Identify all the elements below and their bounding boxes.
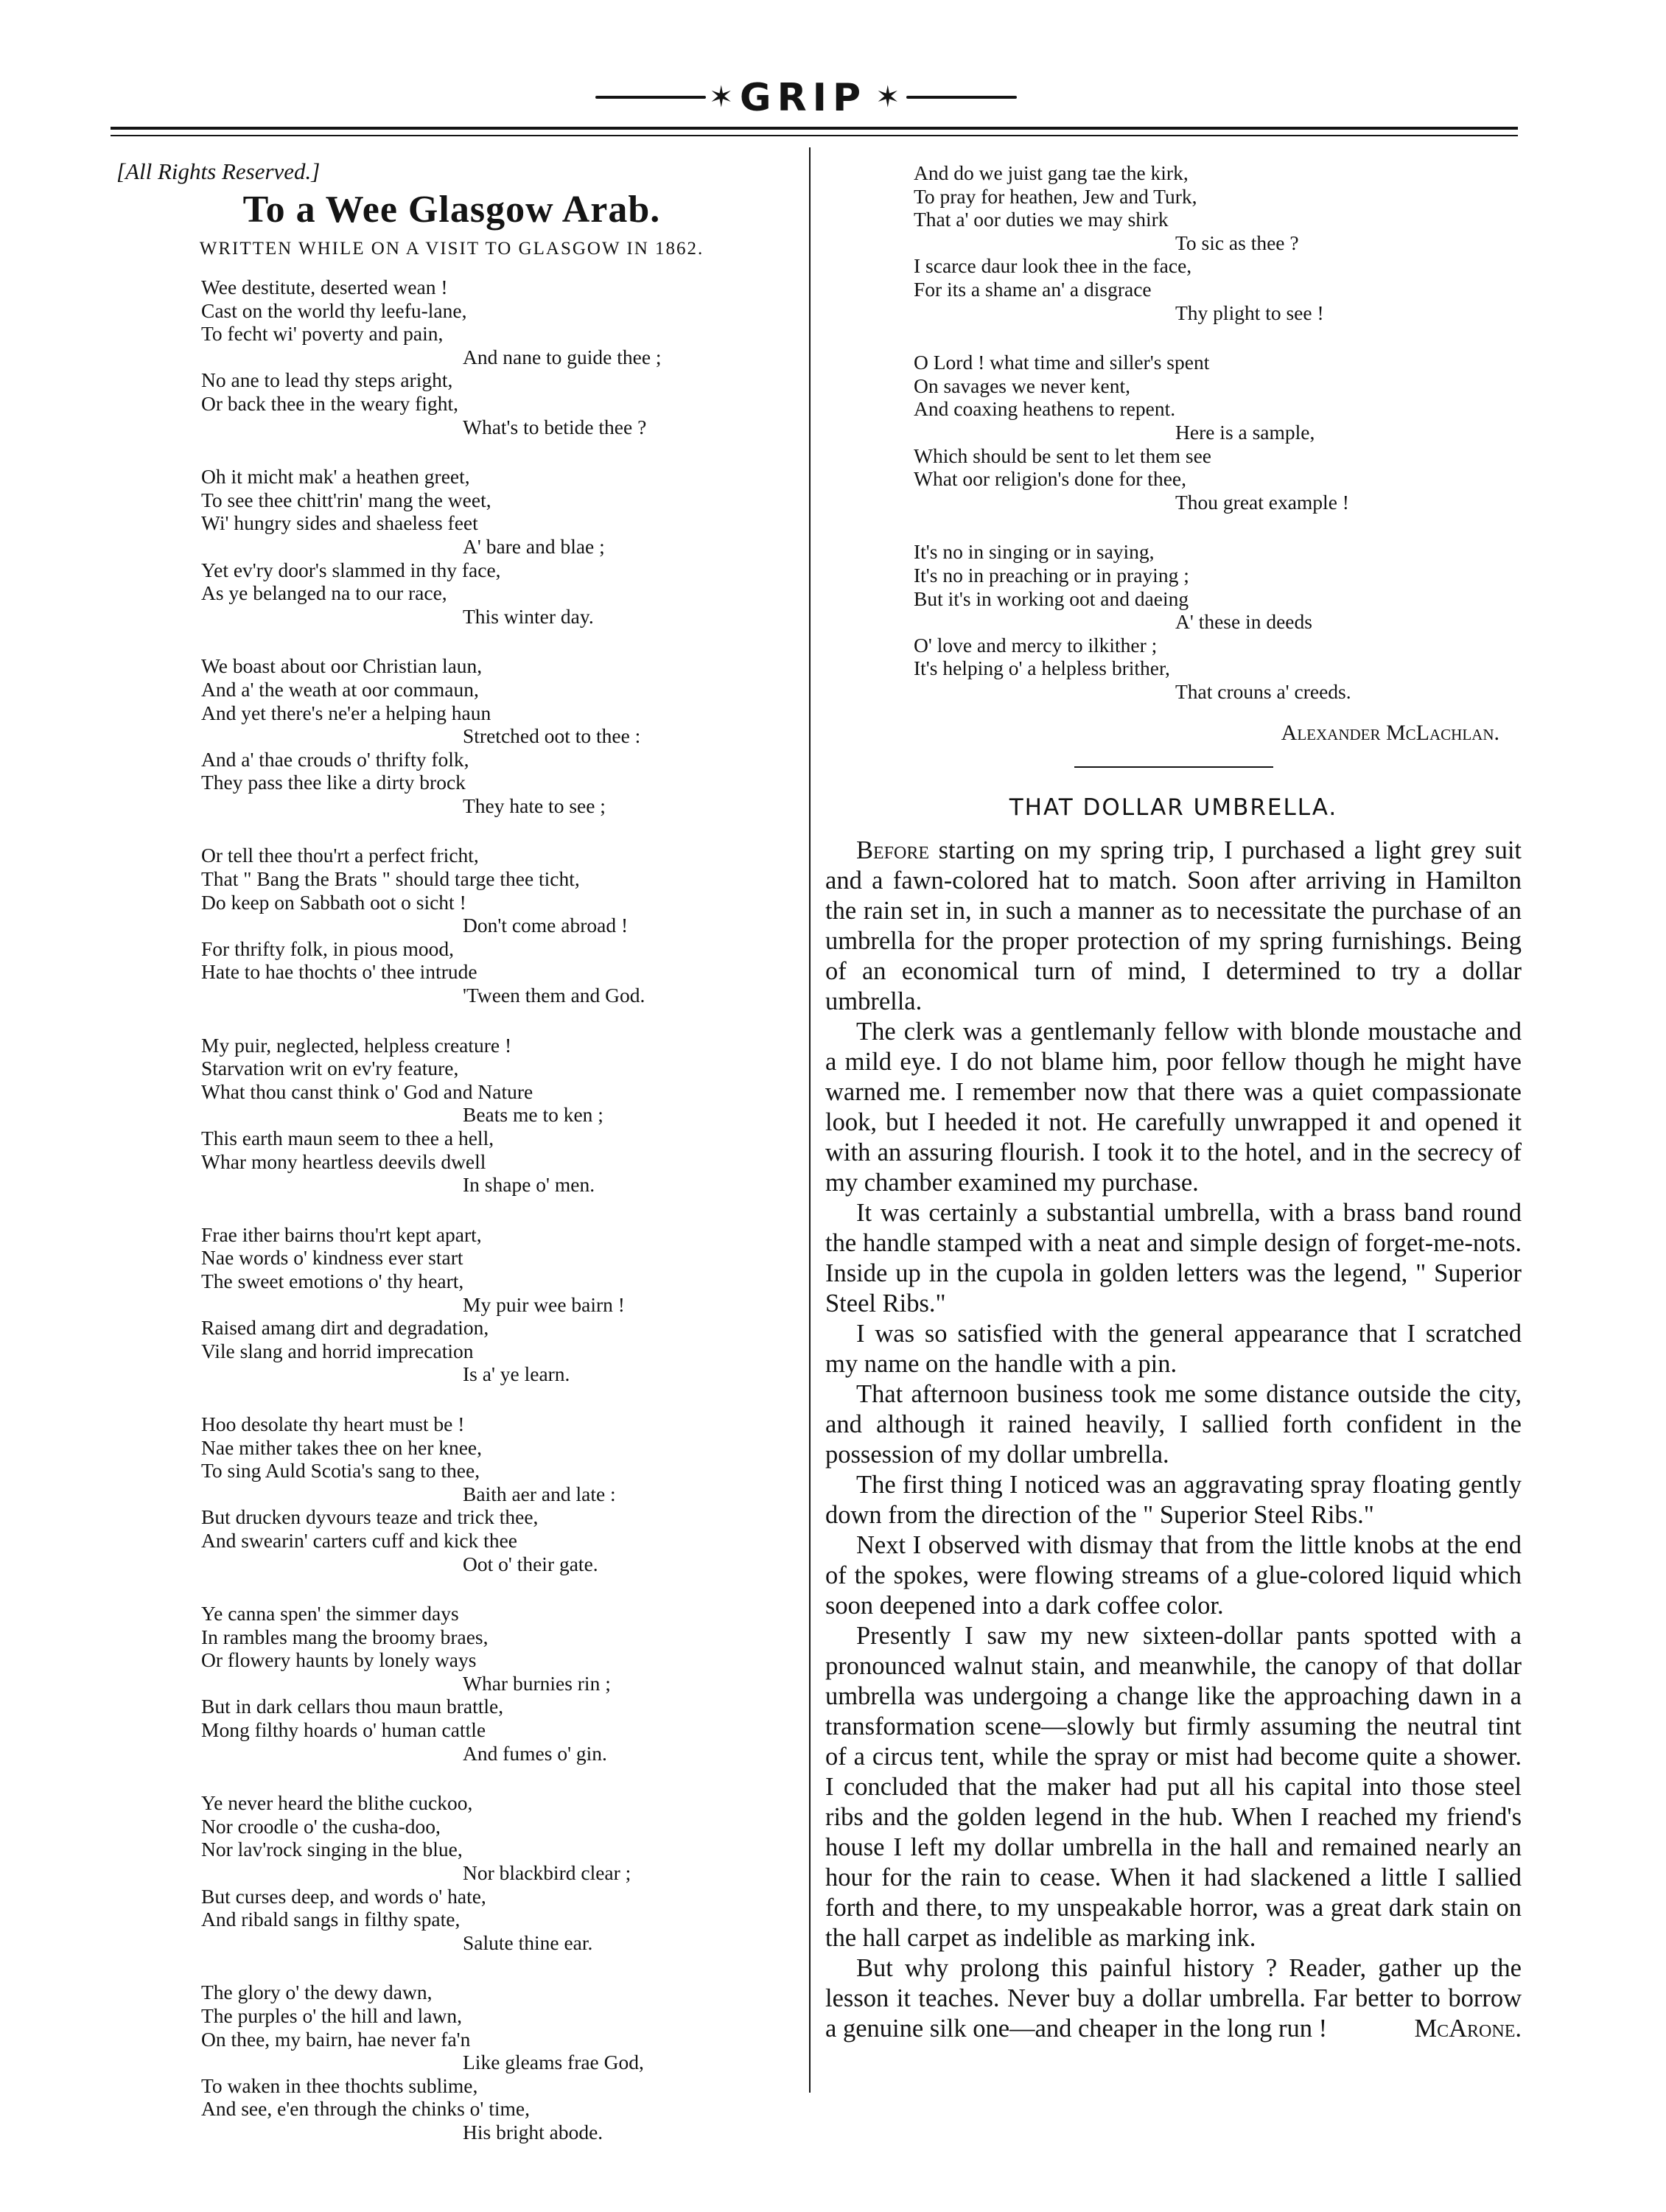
- poem-stanza: [201, 1602, 794, 1765]
- poem-line: That a' oor duties we may shirk: [914, 208, 1169, 231]
- poem-line: And ribald sangs in filthy spate,: [201, 1908, 461, 1931]
- poem-stanza: [201, 1791, 794, 1954]
- poem-line: Don't come abroad !: [463, 914, 629, 937]
- poem-line: Nae words o' kindness ever start: [201, 1246, 463, 1270]
- poem-line: In shape o' men.: [463, 1173, 595, 1197]
- poem-stanza: [201, 844, 794, 1007]
- poem-line: On thee, my bairn, hae never fa'n: [201, 2027, 471, 2051]
- poem-line: I scarce daur look thee in the face,: [914, 254, 1192, 278]
- column-divider: [809, 147, 811, 2093]
- poem-line: And a' thae crouds o' thrifty folk,: [201, 747, 469, 771]
- rights-notice: [All Rights Reserved.]: [116, 158, 321, 184]
- poem-stanza: [201, 1223, 794, 1386]
- article-body: [825, 836, 1522, 2044]
- poem-line: Hate to hae thochts o' thee intrude: [201, 960, 477, 984]
- poem-line: Oh it micht mak' a heathen greet,: [201, 465, 470, 489]
- poem-line: Whar burnies rin ;: [463, 1671, 611, 1695]
- poem-line: They pass thee like a dirty brock: [201, 771, 466, 794]
- poem-line: Or back thee in the weary fight,: [201, 391, 458, 415]
- poem-line: Do keep on Sabbath oot o sicht !: [201, 890, 466, 914]
- poem-line: Mong filthy hoards o' human cattle: [201, 1718, 486, 1742]
- header-rule-thick: [111, 127, 1518, 130]
- poem-line: Nor lav'rock singing in the blue,: [201, 1838, 463, 1861]
- poem-line: What thou canst think o' God and Nature: [201, 1079, 533, 1103]
- article-paragraph-text: It was certainly a substantial umbrella, with a brass band round the handle stamped with a neat and simple design of forget-me-nots. Inside up in the cupola in golden letters was the legend, " Superior Steel Ribs.": [825, 1199, 1522, 1318]
- poem-line: Stretched oot to thee :: [463, 724, 641, 748]
- poem-line: To fecht wi' poverty and pain,: [201, 322, 444, 346]
- poem-line: A' bare and blae ;: [463, 534, 605, 558]
- poem-line: We boast about oor Christian laun,: [201, 654, 483, 678]
- poem-subtitle: WRITTEN WHILE ON A VISIT TO GLASGOW IN 1862.: [199, 239, 704, 259]
- poem-line: This earth maun seem to thee a hell,: [201, 1127, 494, 1149]
- poem-line: The glory o' the dewy dawn,: [201, 1981, 433, 2004]
- poem-stanza: [201, 1413, 794, 1575]
- poem-line: Whar mony heartless deevils dwell: [201, 1149, 486, 1173]
- masthead-rule-left: [595, 96, 706, 99]
- poem-line: O Lord ! what time and siller's spent: [914, 351, 1210, 374]
- poem-line: Ye never heard the blithe cuckoo,: [201, 1791, 473, 1815]
- star-ornament-icon: ✶: [875, 80, 900, 113]
- poem-line: His bright abode.: [463, 2120, 603, 2143]
- poem-line: It's no in singing or in saying,: [914, 540, 1155, 564]
- article-paragraph: [825, 1379, 1522, 1470]
- poem-line: And coaxing heathens to repent.: [914, 397, 1176, 421]
- article-paragraph-text: That afternoon business took me some distance outside the city, and although it rained heavily, I sallied forth confident in the possession of my dollar umbrella.: [825, 1380, 1522, 1469]
- poem-line: That " Bang the Brats " should targe thee ticht,: [201, 867, 580, 891]
- poem-line: Which should be sent to let them see: [914, 444, 1212, 467]
- poem-line: Here is a sample,: [1175, 420, 1315, 444]
- poem-line: In rambles mang the broomy braes,: [201, 1625, 489, 1648]
- poem-line: 'Tween them and God.: [463, 984, 645, 1007]
- poem-line: To see thee chitt'rin' mang the weet,: [201, 488, 491, 511]
- poem-body-left: [201, 276, 794, 2144]
- poem-line: It's helping o' a helpless brither,: [914, 657, 1170, 680]
- poem-line: Nor croodle o' the cusha-doo,: [201, 1814, 441, 1838]
- article-paragraph: [825, 1530, 1522, 1621]
- poem-line: But drucken dyvours teaze and trick thee,: [201, 1505, 539, 1529]
- poem-line: Raised amang dirt and degradation,: [201, 1316, 489, 1340]
- poem-stanza: [201, 1034, 794, 1197]
- poem-line: Or flowery haunts by lonely ways: [201, 1648, 477, 1672]
- poem-line: No ane to lead thy steps aright,: [201, 368, 453, 392]
- article-paragraph: [825, 1621, 1522, 1953]
- article-lead-word: Before: [856, 836, 930, 865]
- poem-line: A' these in deeds: [1175, 610, 1312, 634]
- poem-line: Like gleams frae God,: [463, 2051, 644, 2074]
- article-paragraph-text: The first thing I noticed was an aggravating spray floating gently down from the direction of the " Superior Steel Ribs.": [825, 1471, 1522, 1530]
- poem-line: My puir wee bairn !: [463, 1292, 625, 1316]
- article-paragraph: [825, 1319, 1522, 1379]
- poem-line: Ye canna spen' the simmer days: [201, 1602, 459, 1625]
- poem-body-right: [914, 161, 1522, 703]
- poem-line: But in dark cellars thou maun brattle,: [201, 1695, 504, 1718]
- masthead-title: GRIP: [739, 76, 867, 120]
- left-column: [109, 158, 794, 2171]
- poem-stanza: [201, 1981, 794, 2143]
- poem-line: This winter day.: [463, 604, 594, 628]
- poem-line: For its a shame an' a disgrace: [914, 277, 1152, 301]
- poem-stanza: [201, 276, 794, 438]
- article-paragraph-text: I was so satisfied with the general appearance that I scratched my name on the handle with a pin.: [825, 1320, 1522, 1379]
- poem-line: Salute thine ear.: [463, 1931, 593, 1954]
- poem-line: Is a' ye learn.: [463, 1362, 570, 1386]
- article-paragraph: [825, 1017, 1522, 1198]
- poem-line: And see, e'en through the chinks o' time,: [201, 2097, 530, 2121]
- section-divider: [1074, 766, 1273, 768]
- poem-stanza: [201, 654, 794, 817]
- poem-line: To sing Auld Scotia's sang to thee,: [201, 1459, 480, 1483]
- poem-stanza: [914, 540, 1522, 703]
- poem-line: Thou great example !: [1175, 490, 1349, 514]
- poem-line: Nor blackbird clear ;: [463, 1861, 631, 1885]
- poem-line: What oor religion's done for thee,: [914, 467, 1186, 491]
- article-signature: McArone.: [1414, 2015, 1522, 2043]
- poem-line: And nane to guide thee ;: [463, 345, 662, 368]
- poem-line: Yet ev'ry door's slammed in thy face,: [201, 558, 501, 581]
- poem-line: But it's in working oot and daeing: [914, 587, 1189, 610]
- article-paragraph-text: But why prolong this painful history ? Reader, gather up the lesson it teaches. Never buy a dollar umbrella. Far better to borrow a genuine silk one—and cheaper in the long run !: [825, 1954, 1522, 2043]
- poem-line: Starvation writ on ev'ry feature,: [201, 1057, 459, 1080]
- poem-line: To sic as thee ?: [1175, 231, 1299, 254]
- masthead: [0, 65, 1666, 120]
- article-paragraph-text: Presently I saw my new sixteen-dollar pants spotted with a pronounced walnut stain, and meanwhile, the canopy of that dollar umbrella was undergoing a change like the approaching dawn in a transformation scene—slowly but firmly assuming the neutral tint of a circus tent, while the spray or mist had become quite a shower. I concluded that the maker had put all his capital into those steel ribs and the golden legend in the hub. When I reached my friend's house I left my dollar umbrella in the hall and remained nearly an hour for the rain to cease. When it had slackened a little I sallied forth and there, to my unspeakable horror, was a great dark stain on the hall carpet as indelible as marking ink.: [825, 1622, 1522, 1953]
- poem-line: And a' the weath at oor commaun,: [201, 677, 479, 701]
- article-paragraph-text: starting on my spring trip, I purchased a light grey suit and a fawn-colored hat to match. Soon after arriving in Hamilton the rain set in, in such a manner as to necessitate the purchase of an umbrella for the proper protection of my spring furnishings. Being of an economical turn of mind, I determined to try a dollar umbrella.: [825, 836, 1522, 1016]
- article-paragraph-text: The clerk was a gentlemanly fellow with blonde moustache and a mild eye. I do not blame him, poor fellow though he might have warned me. I remember now that there was a quiet compassionate look, but I heeded it not. He carefully unwrapped it and opened it with an assuring flourish. I took it to the hotel, and in the secrecy of my chamber examined my purchase.: [825, 1018, 1522, 1197]
- poem-line: The sweet emotions o' thy heart,: [201, 1269, 464, 1292]
- poem-line: Thy plight to see !: [1175, 301, 1324, 324]
- poem-line: For thrifty folk, in pious mood,: [201, 937, 454, 960]
- poem-line: And do we juist gang tae the kirk,: [914, 161, 1189, 184]
- poem-line: The purples o' the hill and lawn,: [201, 2004, 462, 2027]
- article-paragraph: [825, 836, 1522, 1017]
- poem-line: To pray for heathen, Jew and Turk,: [914, 184, 1197, 208]
- poem-line: And swearin' carters cuff and kick thee: [201, 1528, 517, 1552]
- poem-line: Wee destitute, deserted wean !: [201, 276, 448, 298]
- poem-line: To waken in thee thochts sublime,: [201, 2073, 478, 2097]
- poem-stanza: [914, 351, 1522, 514]
- poem-line: As ye belanged na to our race,: [201, 581, 447, 605]
- poem-line: My puir, neglected, helpless creature !: [201, 1033, 512, 1057]
- star-ornament-icon: ✶: [709, 80, 734, 113]
- article-paragraph: [825, 1198, 1522, 1319]
- poem-line: Oot o' their gate.: [463, 1552, 598, 1575]
- poem-line: Or tell thee thou'rt a perfect fricht,: [201, 844, 479, 867]
- poem-line: On savages we never kent,: [914, 374, 1130, 397]
- poem-title: To a Wee Glasgow Arab.: [242, 189, 661, 231]
- poem-line: Vile slang and horrid imprecation: [201, 1339, 474, 1362]
- poem-line: Wi' hungry sides and shaeless feet: [201, 511, 478, 535]
- poem-line: What's to betide thee ?: [463, 415, 647, 438]
- article-paragraph: [825, 1953, 1522, 2044]
- article-paragraph: [825, 1470, 1522, 1530]
- poem-stanza: [914, 161, 1522, 324]
- poem-line: Baith aer and late :: [463, 1482, 616, 1505]
- poem-line: And yet there's ne'er a helping haun: [201, 701, 491, 724]
- poem-line: That crouns a' creeds.: [1175, 679, 1351, 703]
- poem-line: Cast on the world thy leefu-lane,: [201, 298, 467, 322]
- article-title: THAT DOLLAR UMBRELLA.: [1009, 794, 1338, 822]
- poem-line: Beats me to ken ;: [463, 1103, 603, 1127]
- masthead-rule-right: [906, 96, 1017, 99]
- right-column: [825, 158, 1522, 2044]
- poem-line: But curses deep, and words o' hate,: [201, 1884, 486, 1908]
- poem-line: O' love and mercy to ilkither ;: [914, 633, 1158, 657]
- poem-line: Frae ither bairns thou'rt kept apart,: [201, 1222, 482, 1246]
- header-rule-thin: [111, 135, 1518, 136]
- poem-author: Alexander McLachlan.: [1281, 721, 1499, 746]
- poem-line: Nae mither takes thee on her knee,: [201, 1435, 483, 1459]
- poem-line: It's no in preaching or in praying ;: [914, 563, 1189, 587]
- poem-line: They hate to see ;: [463, 794, 606, 817]
- poem-line: Hoo desolate thy heart must be !: [201, 1412, 465, 1435]
- poem-line: And fumes o' gin.: [463, 1741, 607, 1765]
- article-paragraph-text: Next I observed with dismay that from the little knobs at the end of the spokes, were flowing streams of a glue-colored liquid which soon deepened into a dark coffee color.: [825, 1531, 1522, 1620]
- poem-stanza: [201, 465, 794, 628]
